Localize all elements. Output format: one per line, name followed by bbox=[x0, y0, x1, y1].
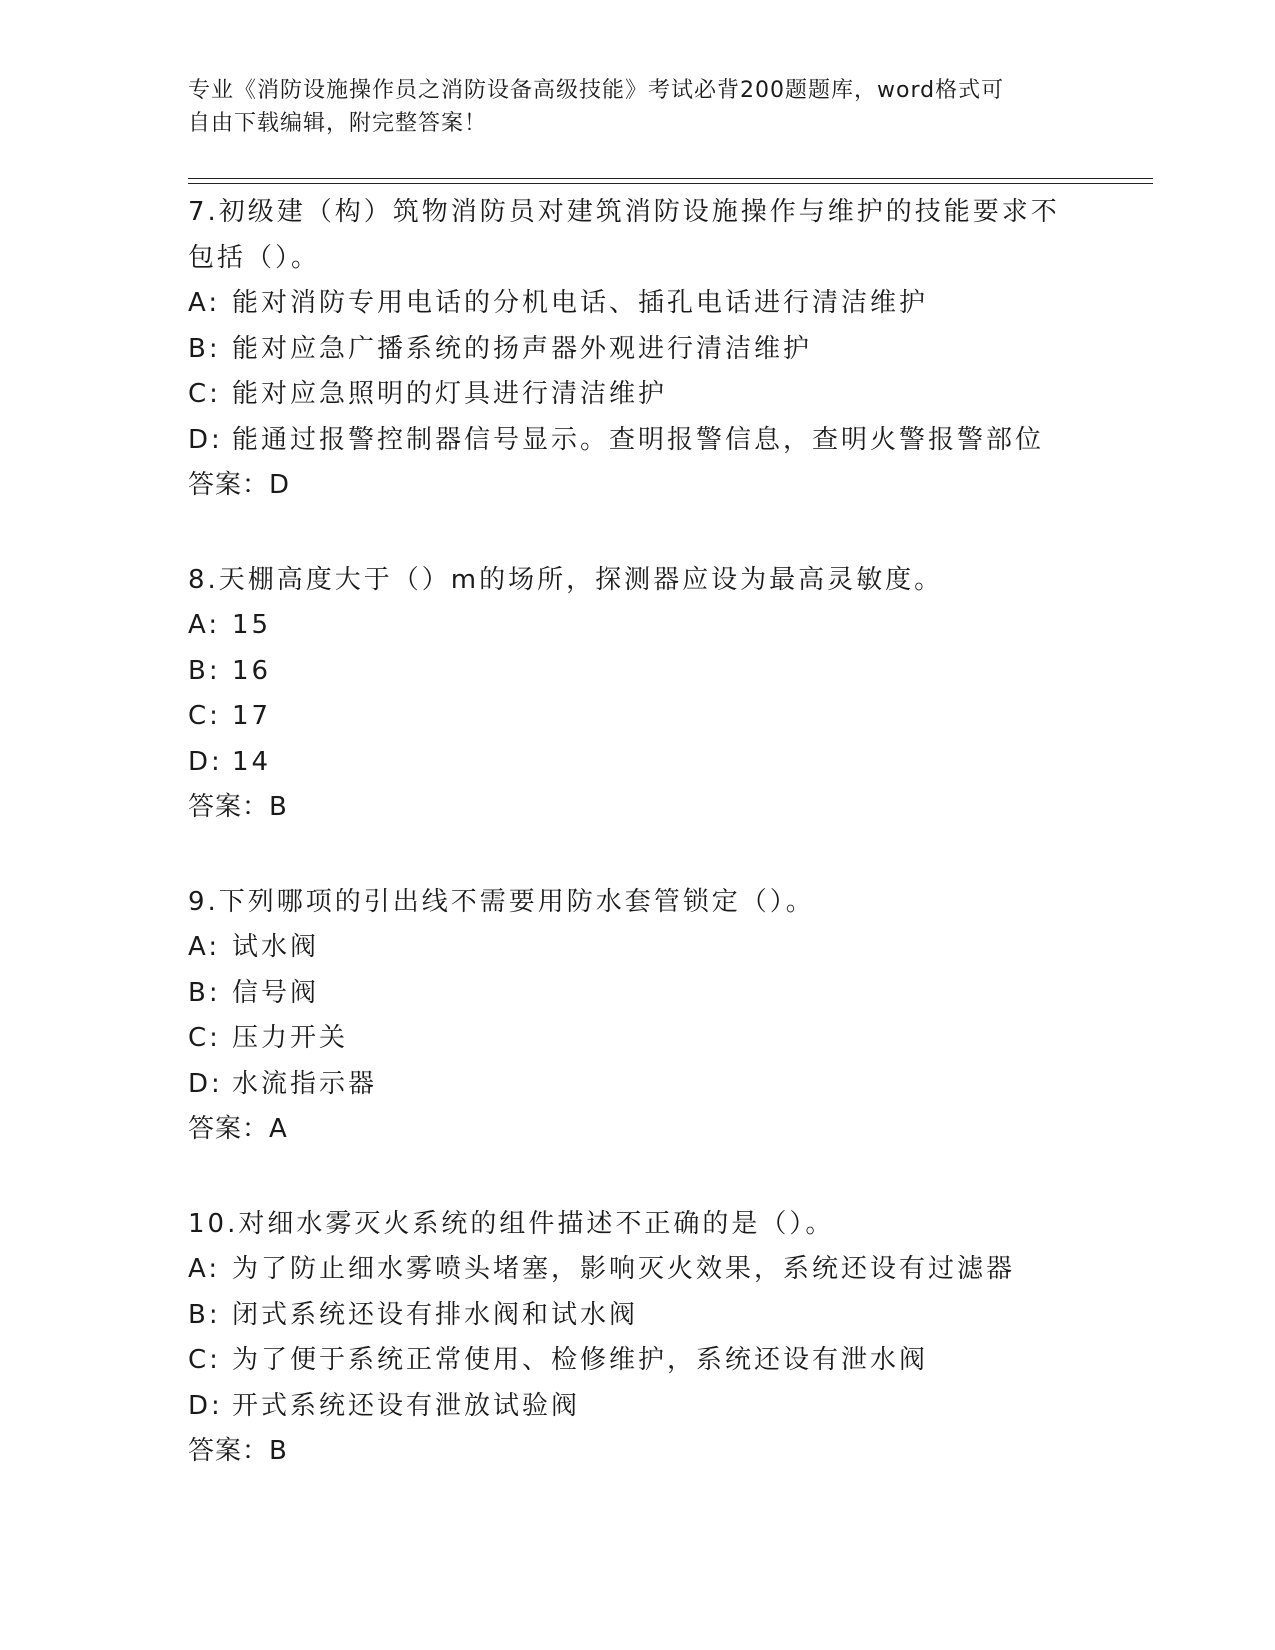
option-label: A: bbox=[188, 1254, 221, 1284]
option-label: C: bbox=[188, 1345, 221, 1375]
option-text: 信号阀 bbox=[232, 977, 320, 1008]
header-line-1: 专业《消防设施操作员之消防设备高级技能》考试必背200题题库，word格式可 bbox=[188, 78, 1005, 103]
option-text: 15 bbox=[232, 610, 272, 640]
option-d bbox=[188, 1384, 1088, 1430]
header-divider-top bbox=[188, 178, 1153, 179]
option-c bbox=[188, 372, 1088, 418]
option-c bbox=[188, 1338, 1088, 1384]
question-stem: 7.初级建（构）筑物消防员对建筑消防设施操作与维护的技能要求不 bbox=[188, 197, 1060, 227]
question-stem: 10.对细水雾灭火系统的组件描述不正确的是（）。 bbox=[188, 1208, 835, 1239]
option-label: D: bbox=[188, 1068, 223, 1099]
question-8 bbox=[188, 558, 1088, 831]
option-label: B: bbox=[188, 977, 221, 1008]
answer: 答案：D bbox=[188, 470, 291, 500]
option-label: A: bbox=[188, 610, 221, 640]
option-label: A: bbox=[188, 288, 221, 318]
option-c bbox=[188, 1016, 1088, 1062]
option-b bbox=[188, 1293, 1088, 1339]
question-10 bbox=[188, 1202, 1088, 1475]
option-label: B: bbox=[188, 333, 221, 364]
option-d bbox=[188, 418, 1088, 464]
question-7 bbox=[188, 190, 1088, 509]
option-text: 为了便于系统正常使用、检修维护，系统还设有泄水阀 bbox=[232, 1345, 929, 1375]
answer: 答案：A bbox=[188, 1114, 288, 1144]
option-text: 为了防止细水雾喷头堵塞，影响灭火效果，系统还设有过滤器 bbox=[232, 1254, 1016, 1284]
header-line-2: 自由下载编辑，附完整答案！ bbox=[188, 111, 488, 136]
option-label: A: bbox=[188, 932, 221, 962]
option-a bbox=[188, 281, 1088, 327]
option-text: 16 bbox=[232, 655, 272, 686]
option-text: 压力开关 bbox=[232, 1023, 349, 1053]
question-stem: 8.天棚高度大于（）m的场所，探测器应设为最高灵敏度。 bbox=[188, 564, 944, 595]
answer: 答案：B bbox=[188, 1436, 288, 1466]
header-divider-bottom bbox=[188, 183, 1153, 184]
option-text: 试水阀 bbox=[232, 932, 320, 962]
option-d bbox=[188, 1062, 1088, 1108]
option-text: 能对应急广播系统的扬声器外观进行清洁维护 bbox=[232, 333, 813, 364]
option-a bbox=[188, 603, 1088, 649]
option-b bbox=[188, 971, 1088, 1017]
option-b bbox=[188, 649, 1088, 695]
option-text: 能对应急照明的灯具进行清洁维护 bbox=[232, 379, 668, 409]
option-d bbox=[188, 740, 1088, 786]
option-label: C: bbox=[188, 701, 221, 731]
question-list bbox=[188, 190, 1088, 1524]
question-stem-continued: 包括（）。 bbox=[188, 242, 321, 273]
option-text: 开式系统还设有泄放试验阀 bbox=[232, 1390, 581, 1421]
option-text: 水流指示器 bbox=[232, 1068, 378, 1099]
option-b bbox=[188, 327, 1088, 373]
option-label: D: bbox=[188, 746, 223, 777]
option-text: 14 bbox=[232, 746, 272, 777]
option-text: 闭式系统还设有排水阀和试水阀 bbox=[232, 1299, 639, 1330]
question-9 bbox=[188, 880, 1088, 1153]
option-label: C: bbox=[188, 1023, 221, 1053]
option-label: D: bbox=[188, 424, 223, 455]
option-text: 能通过报警控制器信号显示。查明报警信息，查明火警报警部位 bbox=[232, 424, 1045, 455]
option-c bbox=[188, 694, 1088, 740]
option-a bbox=[188, 925, 1088, 971]
option-a bbox=[188, 1247, 1088, 1293]
document-header bbox=[188, 74, 1068, 140]
option-label: D: bbox=[188, 1390, 223, 1421]
option-label: C: bbox=[188, 379, 221, 409]
option-text: 17 bbox=[232, 701, 272, 731]
question-stem: 9.下列哪项的引出线不需要用防水套管锁定（）。 bbox=[188, 886, 815, 917]
option-text: 能对消防专用电话的分机电话、插孔电话进行清洁维护 bbox=[232, 288, 929, 318]
option-label: B: bbox=[188, 655, 221, 686]
answer: 答案：B bbox=[188, 792, 288, 822]
option-label: B: bbox=[188, 1299, 221, 1330]
